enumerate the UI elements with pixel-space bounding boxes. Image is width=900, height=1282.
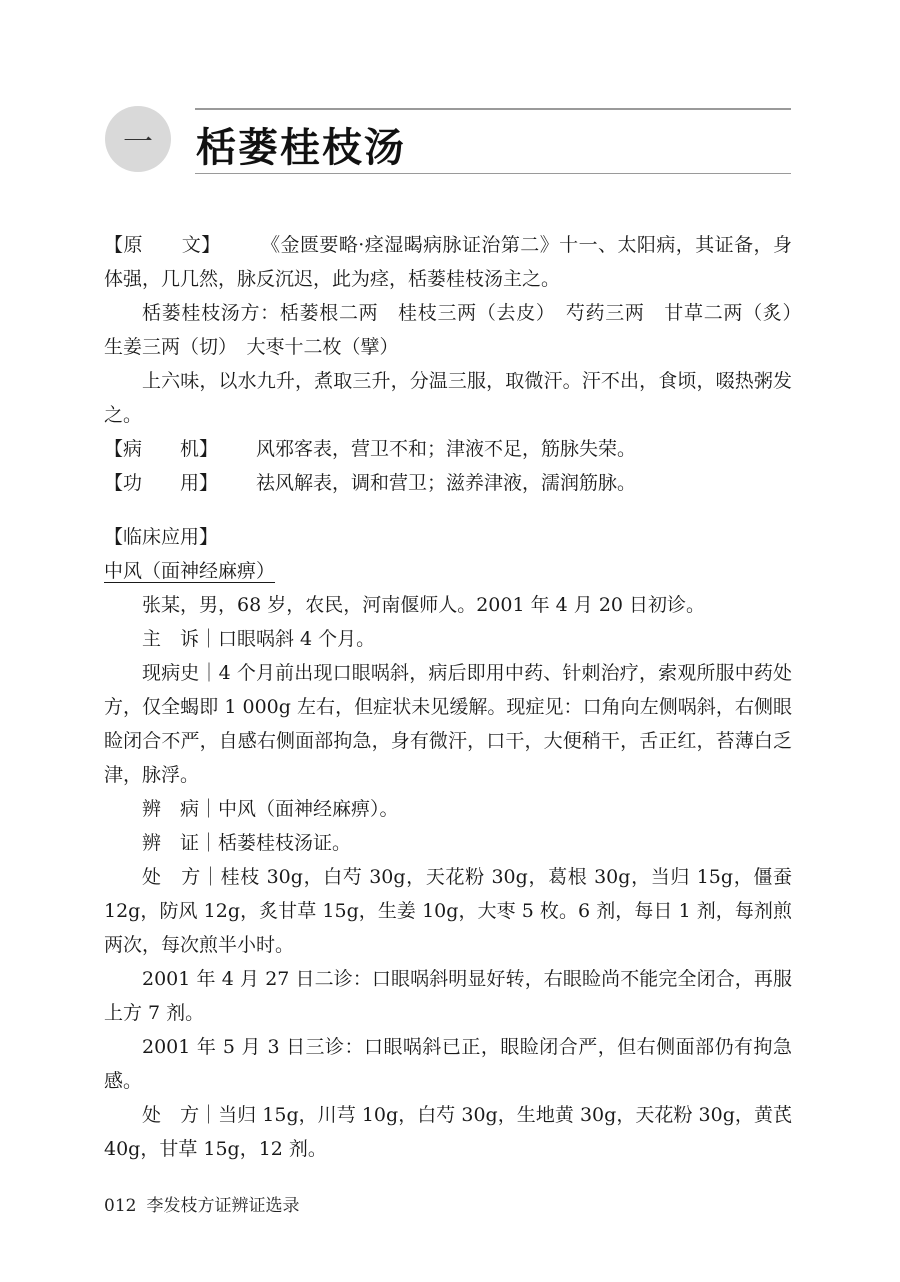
chapter-title: 栝蒌桂枝汤 bbox=[196, 125, 406, 171]
case-line-prescription-1: 处 方｜桂枝 30g，白芍 30g，天花粉 30g，葛根 30g，当归 15g，僵蚕 12g，防风 12g，炙甘草 15g，生姜 10g，大枣 5 枚。6 剂，每日 1 剂，每剂煎两次，每次煎半小时。 bbox=[104, 866, 792, 956]
section-label-gongyong: 【功 用】 bbox=[104, 472, 219, 494]
method-paragraph: 上六味，以水九升，煮取三升，分温三服，取微汗。汗不出，食顷，啜热粥发之。 bbox=[104, 370, 792, 426]
page-body bbox=[104, 228, 812, 1166]
case-line-prescription-2: 处 方｜当归 15g，川芎 10g，白芍 30g，生地黄 30g，天花粉 30g，黄芪 40g，甘草 15g，12 剂。 bbox=[104, 1104, 792, 1160]
chapter-header bbox=[0, 0, 900, 200]
formula-paragraph: 栝蒌桂枝汤方：栝蒌根二两 桂枝三两（去皮） 芍药三两 甘草二两（炙） 生姜三两（切） 大枣十二枚（擘） bbox=[104, 302, 812, 358]
case-line-second-visit: 2001 年 4 月 27 日二诊：口眼㖞斜明显好转，右眼睑尚不能完全闭合，再服上方 7 剂。 bbox=[104, 968, 792, 1024]
case-line-disease: 辨 病｜中风（面神经麻痹）。 bbox=[142, 798, 399, 820]
case-line-intro: 张某，男，68 岁，农民，河南偃师人。2001 年 4 月 20 日初诊。 bbox=[142, 594, 706, 616]
section-label-bingji: 【病 机】 bbox=[104, 438, 219, 460]
section-text-bingji: 风邪客表，营卫不和；津液不足，筋脉失荣。 bbox=[256, 438, 637, 460]
section-text-gongyong: 祛风解表，调和营卫；滋养津液，濡润筋脉。 bbox=[256, 472, 637, 494]
page-number: 012 bbox=[104, 1196, 137, 1216]
section-spacer bbox=[104, 500, 792, 520]
section-label-clinical: 【临床应用】 bbox=[104, 526, 219, 548]
section-label-yuanwen: 【原 文】 bbox=[104, 234, 221, 256]
section-bingji bbox=[104, 432, 792, 466]
case-line-present-illness: 现病史｜4 个月前出现口眼㖞斜，病后即用中药、针刺治疗，索观所服中药处方，仅全蝎即 1 000g 左右，但症状未见缓解。现症见：口角向左侧㖞斜，右侧眼睑闭合不严，自感右侧面部拘急，身有微汗，口干，大便稍干，舌正红，苔薄白乏津，脉浮。 bbox=[104, 662, 792, 786]
header-top-rule bbox=[195, 108, 791, 110]
section-yuanwen bbox=[104, 228, 792, 296]
chapter-number-badge bbox=[105, 106, 171, 172]
case-line-third-visit: 2001 年 5 月 3 日三诊：口眼㖞斜已正，眼睑闭合严，但右侧面部仍有拘急感。 bbox=[104, 1036, 792, 1092]
header-bottom-rule bbox=[195, 173, 791, 174]
book-title: 李发枝方证辨证选录 bbox=[146, 1196, 300, 1216]
case-title-text: 中风（面神经麻痹） bbox=[104, 560, 276, 582]
page-footer bbox=[104, 1191, 299, 1216]
case-title bbox=[104, 554, 792, 588]
case-line-syndrome: 辨 证｜栝蒌桂枝汤证。 bbox=[142, 832, 352, 854]
section-text-yuanwen: 《金匮要略·痉湿暍病脉证治第二》十一、太阳病，其证备，身体强，几几然，脉反沉迟，此为痉，栝蒌桂枝汤主之。 bbox=[104, 234, 792, 290]
section-gongyong bbox=[104, 466, 792, 500]
chapter-number: 一 bbox=[123, 125, 153, 160]
case-line-chief-complaint: 主 诉｜口眼㖞斜 4 个月。 bbox=[142, 628, 376, 650]
